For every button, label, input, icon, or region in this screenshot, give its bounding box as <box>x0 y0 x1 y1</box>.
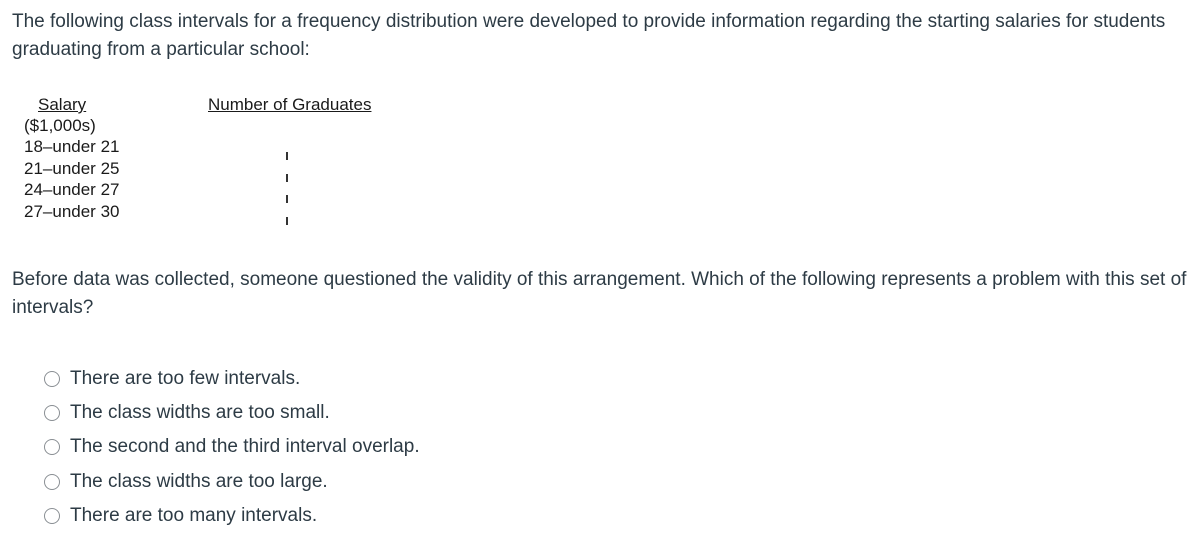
answer-option[interactable] <box>44 465 420 499</box>
radio-button[interactable] <box>44 371 60 387</box>
radio-button[interactable] <box>44 474 60 490</box>
salary-interval: 27–under 30 <box>24 201 120 221</box>
answer-option[interactable] <box>44 499 420 533</box>
answer-label: The class widths are too small. <box>70 402 330 424</box>
graduates-column <box>208 95 408 115</box>
answer-label: The second and the third interval overlap. <box>70 436 420 458</box>
empty-count-cell <box>284 161 292 183</box>
answer-label: There are too few intervals. <box>70 368 301 390</box>
radio-button[interactable] <box>44 508 60 524</box>
question-body: Before data was collected, someone questioned the validity of this arrangement. Which of the following represents a problem with this set of intervals? <box>12 269 1187 318</box>
answer-label: There are too many intervals. <box>70 504 318 526</box>
question-intro: The following class intervals for a frequency distribution were developed to provide information regarding the starting salaries for students graduating from a particular school: <box>12 11 1166 60</box>
salary-interval: 24–under 27 <box>24 180 120 199</box>
salary-column <box>24 95 164 222</box>
empty-count-cell <box>284 182 292 204</box>
graduates-header: Number of Graduates <box>208 95 372 114</box>
salary-interval: 21–under 25 <box>24 158 120 178</box>
salary-header: Salary <box>38 95 87 114</box>
graduates-cells <box>284 139 292 225</box>
radio-button[interactable] <box>44 405 60 421</box>
empty-count-cell <box>284 139 292 161</box>
salary-unit: ($1,000s) <box>24 116 96 135</box>
answer-options <box>44 362 420 533</box>
answer-option[interactable] <box>44 362 420 396</box>
radio-button[interactable] <box>44 439 60 455</box>
answer-option[interactable] <box>44 396 420 430</box>
empty-count-cell <box>284 204 292 226</box>
salary-interval: 18–under 21 <box>24 137 120 156</box>
answer-option[interactable] <box>44 430 420 464</box>
answer-label: The class widths are too large. <box>70 470 328 492</box>
